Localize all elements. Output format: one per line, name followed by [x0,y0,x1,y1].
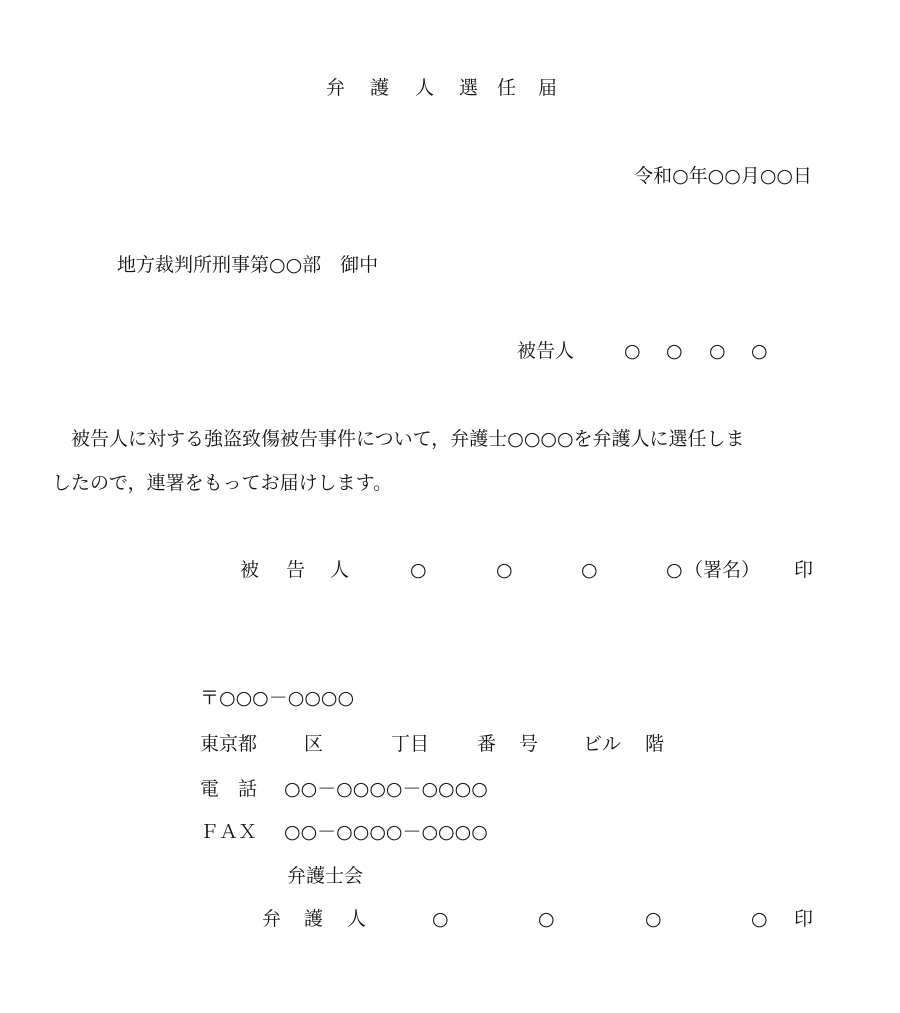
address-part: 東京都 [200,733,258,755]
accused-name-char: ○ [709,340,726,362]
title-char: 届 [538,77,558,99]
lawyer-label-char: 護 [304,908,324,930]
accused-label: 被告人 [517,340,575,362]
signature-label-char: 人 [330,559,350,581]
title-char: 護 [370,77,390,99]
telephone-label: 電 話 [200,778,258,800]
bar-association: 弁護士会 [287,865,364,887]
address-part: 区 [304,733,324,755]
fax-label: ＦＡＸ [200,821,258,843]
body-line-2: したので，連署をもってお届けします。 [52,472,393,494]
title-char: 弁 [326,77,346,99]
lawyer-name-char: ○ [645,908,662,930]
lawyer-signature-line [0,910,900,932]
signature-name-char: ○ [410,559,427,581]
postal-code: 〒○○○－○○○○ [200,687,355,709]
address-part: ビル [583,733,622,755]
office-address [0,735,900,757]
signature-label-char: 告 [286,559,306,581]
address-part: 階 [645,733,665,755]
title-char: 選 [459,77,479,99]
lawyer-label-char: 人 [347,908,367,930]
address-part: 番 [477,733,497,755]
title-char: 任 [497,77,517,99]
accused-name-char: ○ [624,340,641,362]
address-part: 丁目 [391,733,430,755]
telephone-number: ○○－○○○○－○○○○ [284,778,488,800]
telephone-line [0,780,900,802]
accused-line [0,342,900,364]
accused-signature-line [0,561,900,583]
document-title [0,79,900,101]
fax-number: ○○－○○○○－○○○○ [284,821,488,843]
seal-mark: 印 [794,908,814,930]
signature-name-char: ○ [666,559,683,581]
lawyer-label-char: 弁 [262,908,282,930]
lawyer-name-char: ○ [751,908,768,930]
court-addressee: 地方裁判所刑事第○○部 御中 [117,254,379,276]
signature-note: （署名） [684,559,761,581]
lawyer-name-char: ○ [432,908,449,930]
accused-name-char: ○ [751,340,768,362]
fax-line [0,823,900,845]
lawyer-name-char: ○ [538,908,555,930]
signature-name-char: ○ [496,559,513,581]
signature-name-char: ○ [581,559,598,581]
document-date: 令和○年○○月○○日 [634,165,812,187]
signature-label-char: 被 [240,559,260,581]
seal-mark: 印 [794,559,814,581]
body-line-1: 被告人に対する強盗致傷被告事件について，弁護士○○○○を弁護人に選任しま [71,428,745,450]
address-part: 号 [519,733,539,755]
title-char: 人 [415,77,435,99]
accused-name-char: ○ [666,340,683,362]
